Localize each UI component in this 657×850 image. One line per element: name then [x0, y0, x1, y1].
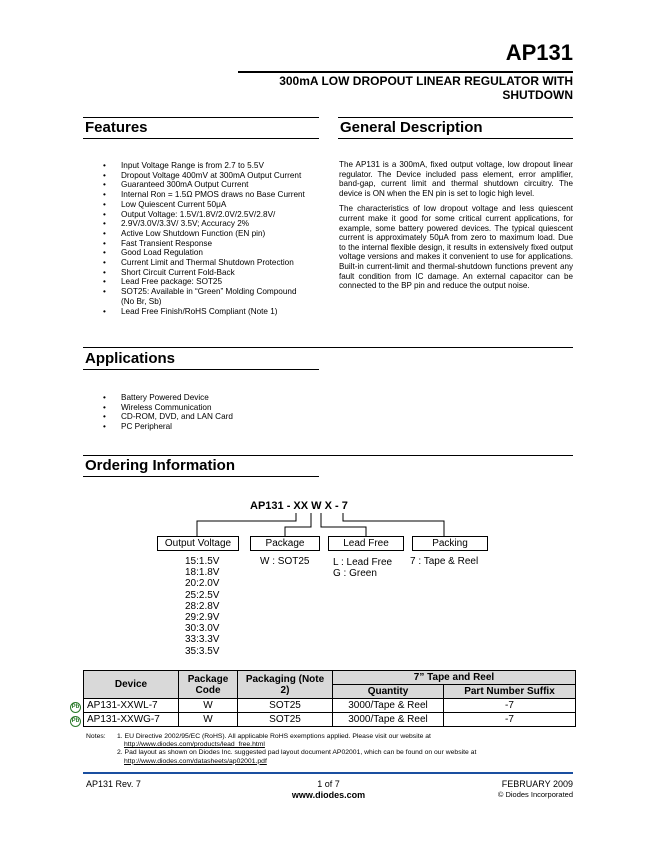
cell-quantity: 3000/Tape & Reel	[333, 699, 444, 713]
packing-option: 7 : Tape & Reel	[410, 556, 479, 567]
list-item: • Current Limit and Thermal Shutdown Protection	[103, 258, 294, 268]
field-packing: Packing	[412, 536, 488, 551]
cell-device: AP131-XXWG-7	[84, 713, 179, 727]
list-item: • Dropout Voltage 400mV at 300mA Output Current	[103, 170, 302, 180]
cell-packaging: SOT25	[238, 699, 333, 713]
voltage-option: 33:3.3V	[185, 634, 220, 646]
list-item: • 2.9V/3.0V/3.3V/ 3.5V; Accuracy 2%	[103, 219, 250, 229]
list-item: • PC Peripheral	[103, 422, 172, 432]
package-option: W : SOT25	[260, 556, 310, 567]
list-item: (No Br, Sb)	[121, 296, 162, 306]
features-heading: Features	[85, 119, 148, 136]
list-item: • Fast Transient Response	[103, 238, 213, 248]
cell-package-code: W	[179, 713, 238, 727]
field-package: Package	[250, 536, 320, 551]
voltage-options	[185, 556, 219, 657]
footer-revision: AP131 Rev. 7	[86, 779, 141, 789]
footer-rule	[83, 772, 573, 774]
lead-free-icon: Pb	[70, 716, 81, 727]
list-item: • Wireless Communication	[103, 402, 212, 412]
list-item: • Short Circuit Current Fold-Back	[103, 267, 235, 277]
notes-block	[86, 733, 576, 766]
list-item: • Guaranteed 300mA Output Current	[103, 180, 249, 190]
note-1-link[interactable]: http://www.diodes.com/products/lead_free.html	[124, 741, 265, 749]
col-header-package-code: Package Code	[179, 671, 238, 699]
footer-date: FEBRUARY 2009	[501, 779, 573, 789]
cell-package-code: W	[179, 699, 238, 713]
list-item: • Good Load Regulation	[103, 248, 203, 258]
list-item: • Lead Free package: SOT25	[103, 277, 223, 287]
notes-label: Notes:	[86, 733, 106, 740]
list-item: • Lead Free Finish/RoHS Compliant (Note 1)	[103, 306, 278, 316]
list-item: • CD-ROM, DVD, and LAN Card	[103, 412, 233, 422]
list-item: • Internal Ron = 1.5Ω PMOS draws no Base Current	[103, 190, 305, 200]
description-heading: General Description	[340, 119, 483, 136]
table-row	[84, 713, 576, 727]
field-lead-free: Lead Free	[328, 536, 404, 551]
cell-device: AP131-XXWL-7	[84, 699, 179, 713]
voltage-option: 20:2.0V	[185, 578, 220, 590]
part-code-pattern: AP131 - XX W X - 7	[250, 500, 348, 512]
description-paragraph-1: The AP131 is a 300mA, fixed output voltage, low dropout linear regulator. The Device included pass element, error amplifier, band-gap, current limit and thermal shutdown circuitry. The device is ON when the EN pin is set to logic high level.	[339, 160, 573, 198]
voltage-option: 25:2.5V	[185, 589, 220, 601]
table-row	[84, 699, 576, 713]
col-header-quantity: Quantity	[333, 685, 444, 699]
voltage-option: 29:2.9V	[185, 612, 220, 624]
list-item: • Input Voltage Range is from 2.7 to 5.5V	[103, 161, 264, 170]
list-item: • Battery Powered Device	[103, 393, 209, 402]
ordering-table	[83, 670, 576, 727]
note-2: 2. Pad layout as shown on Diodes Inc. suggested pad layout document AP02001, which can be found on our website at	[117, 749, 477, 757]
cell-suffix: -7	[444, 713, 576, 727]
list-item: • SOT25: Available in “Green” Molding Compound	[103, 287, 297, 297]
list-item: • Active Low Shutdown Function (EN pin)	[103, 228, 266, 238]
col-header-packaging: Packaging (Note 2)	[238, 671, 333, 699]
note-1: 1. EU Directive 2002/95/EC (RoHS). All applicable RoHS exemptions applied. Please visit our website at	[117, 733, 431, 740]
cell-quantity: 3000/Tape & Reel	[333, 713, 444, 727]
footer-copyright: © Diodes Incorporated	[497, 790, 573, 799]
lead-free-options	[333, 557, 392, 579]
col-header-suffix: Part Number Suffix	[444, 685, 576, 699]
lead-free-option-l: L : Lead Free	[333, 557, 393, 568]
cell-packaging: SOT25	[238, 713, 333, 727]
col-header-tape-reel: 7” Tape and Reel	[333, 671, 576, 685]
voltage-option: 15:1.5V	[185, 556, 220, 567]
description-paragraph-2: The characteristics of low dropout voltage and less quiescent current make it good for some critical current applications, for example, some battery powered devices. The typical quiescent current is approximately 50μA from zero to maximum load. Due to the internal flexible design, it results in extensively fixed output voltage versions and makes it convenient to use for applications. Built-in current-limit and thermal-shutdown functions prevent any fault condition from IC damage. An external capacitor can be connected to the BP pin and reduce the output noise.	[339, 204, 573, 291]
footer-page-number: 1 of 7	[317, 779, 340, 789]
lead-free-icon: Pb	[70, 702, 81, 713]
ordering-heading: Ordering Information	[85, 457, 235, 474]
cell-suffix: -7	[444, 699, 576, 713]
subtitle-line-2: SHUTDOWN	[502, 88, 573, 102]
note-2-link[interactable]: http://www.diodes.com/datasheets/ap02001.pdf	[124, 757, 267, 765]
applications-heading: Applications	[85, 350, 176, 367]
part-number-title: AP131	[505, 40, 573, 65]
list-item: • Low Quiescent Current 50μA	[103, 199, 227, 209]
voltage-option: 18:1.8V	[185, 567, 220, 579]
subtitle-line-1: 300mA LOW DROPOUT LINEAR REGULATOR WITH	[279, 74, 573, 88]
lead-free-option-g: G : Green	[333, 568, 377, 580]
footer-website[interactable]: www.diodes.com	[291, 790, 366, 800]
voltage-option: 28:2.8V	[185, 600, 220, 612]
list-item: • Output Voltage: 1.5V/1.8V/2.0V/2.5V/2.8V/	[103, 209, 276, 219]
col-header-device: Device	[84, 671, 179, 699]
field-output-voltage: Output Voltage	[157, 536, 239, 551]
voltage-option: 35:3.5V	[185, 645, 220, 657]
voltage-option: 30:3.0V	[185, 623, 220, 635]
